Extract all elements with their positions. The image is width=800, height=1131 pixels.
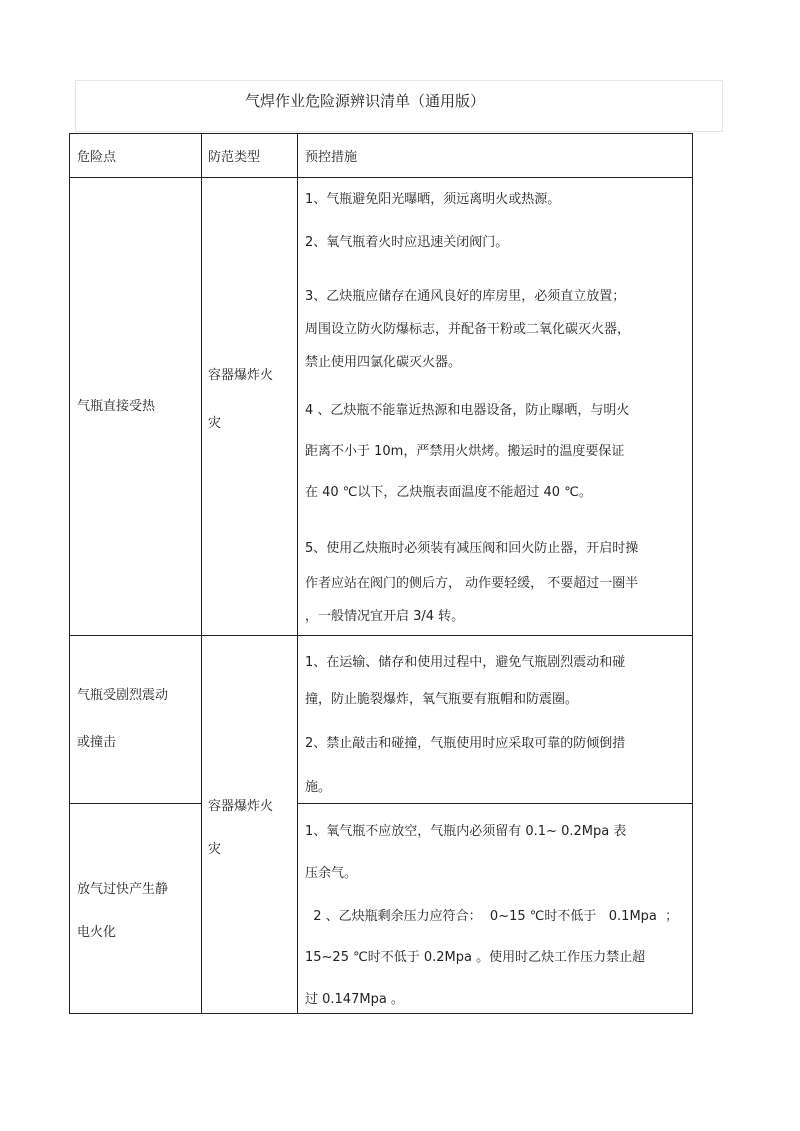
document-title: 气焊作业危险源辨识清单（通用版） — [245, 92, 486, 110]
row3-measure-line: 过 0.147Mpa 。 — [305, 992, 404, 1007]
table-border-left — [69, 133, 70, 1014]
row1-measure-line: 距离不小于 10m，严禁用火烘烤。搬运时的温度要保证 — [305, 444, 625, 459]
column-divider-2 — [297, 133, 298, 1014]
row1-measure-line: 禁止使用四氯化碳灭火器。 — [305, 355, 462, 370]
header-hazard: 危险点 — [77, 150, 117, 165]
shared-type-line2: 灾 — [208, 842, 222, 857]
row1-measure-line: 作者应站在阀门的侧后方， 动作要轻缓， 不要超过一圈半 — [305, 576, 639, 591]
row3-measure-line: 15~25 ℃时不低于 0.2Mpa 。使用时乙炔工作压力禁止超 — [305, 950, 646, 965]
row2-measure-line: 2、禁止敲击和碰撞，气瓶使用时应采取可靠的防倾倒措 — [305, 736, 626, 751]
shared-type-line1: 容器爆炸火 — [208, 799, 274, 814]
row1-hazard: 气瓶直接受热 — [77, 399, 156, 414]
row-divider-header — [69, 177, 693, 178]
row1-measure-line: 1、气瓶避免阳光曝晒，须远离明火或热源。 — [305, 192, 561, 207]
row1-measure-line: ，一般情况宜开启 3/4 转。 — [305, 609, 465, 624]
table-border-bottom — [69, 1013, 693, 1014]
row1-measure-line: 2、氧气瓶着火时应迅速关闭阀门。 — [305, 235, 509, 250]
row3-hazard-line2: 电火化 — [77, 925, 117, 940]
row-divider-2-right — [297, 803, 693, 804]
row1-measure-line: 周围设立防火防爆标志，并配备干粉或二氧化碳灭火器， — [305, 322, 631, 337]
row-divider-2-left — [69, 803, 202, 804]
row1-type-line1: 容器爆炸火 — [208, 368, 274, 383]
row3-measure-line: 压余气。 — [305, 866, 358, 881]
row-divider-1 — [69, 635, 693, 636]
row3-measure-line: 2 、乙炔瓶剩余压力应符合： 0~15 ℃时不低于 0.1Mpa ； — [305, 909, 679, 924]
table-border-top — [69, 133, 693, 134]
row1-measure-line: 4 、乙炔瓶不能靠近热源和电器设备，防止曝晒，与明火 — [305, 403, 630, 418]
row3-measure-line: 1、氧气瓶不应放空，气瓶内必须留有 0.1~ 0.2Mpa 表 — [305, 824, 627, 839]
row2-hazard-line2: 或撞击 — [77, 735, 117, 750]
row2-hazard-line1: 气瓶受剧烈震动 — [77, 688, 169, 703]
row1-measure-line: 在 40 ℃以下，乙炔瓶表面温度不能超过 40 ℃。 — [305, 485, 592, 500]
header-measures: 预控措施 — [305, 150, 358, 165]
table-border-right — [692, 133, 693, 1014]
row2-measure-line: 撞，防止脆裂爆炸，氧气瓶要有瓶帽和防震圈。 — [305, 692, 579, 707]
row1-measure-line: 5、使用乙炔瓶时必须装有减压阀和回火防止器，开启时操 — [305, 541, 639, 556]
row3-hazard-line1: 放气过快产生静 — [77, 882, 169, 897]
row1-type-line2: 灾 — [208, 416, 222, 431]
row2-measure-line: 施。 — [305, 780, 332, 795]
header-type: 防范类型 — [208, 150, 261, 165]
row2-measure-line: 1、在运输、储存和使用过程中，避免气瓶剧烈震动和碰 — [305, 655, 626, 670]
column-divider-1 — [201, 133, 202, 1014]
row1-measure-line: 3、乙炔瓶应储存在通风良好的库房里，必须直立放置； — [305, 289, 626, 304]
